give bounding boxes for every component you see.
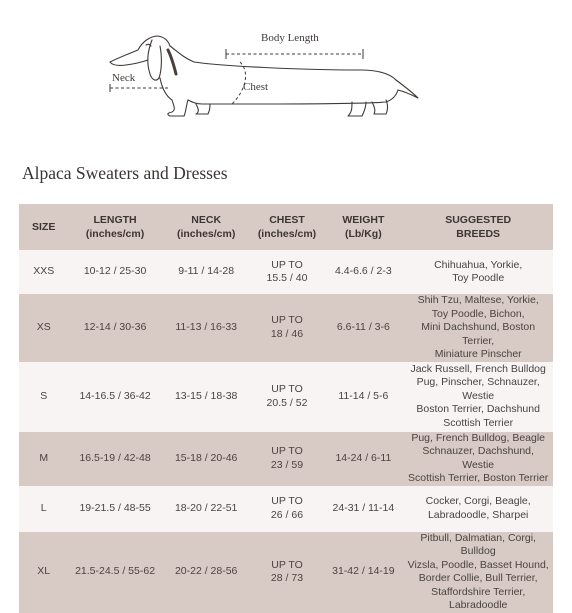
- header-size: SIZE: [19, 204, 68, 250]
- cell-size: XL: [19, 532, 68, 613]
- table-header-row: [19, 204, 553, 250]
- cell-size: XS: [19, 294, 68, 362]
- cell-breeds: Pitbull, Dalmatian, Corgi, Bulldog Vizsla, Poodle, Basset Hound, Border Collie, Bull Terrier, Staffordshire Terrier, Labradoodle: [403, 532, 553, 613]
- cell-length: 14-16.5 / 36-42: [68, 362, 161, 432]
- neck-label: Neck: [112, 72, 136, 84]
- table-row: [19, 486, 553, 532]
- cell-weight: 4.4-6.6 / 2-3: [323, 250, 403, 294]
- chest-label: Chest: [243, 81, 269, 93]
- cell-chest: UP TO 28 / 73: [251, 532, 324, 613]
- header-weight: WEIGHT (Lb/Kg): [323, 204, 403, 250]
- cell-neck: 11-13 / 16-33: [162, 294, 251, 362]
- cell-chest: UP TO 15.5 / 40: [251, 250, 324, 294]
- cell-neck: 20-22 / 28-56: [162, 532, 251, 613]
- table-row: [19, 250, 553, 294]
- cell-neck: 9-11 / 14-28: [162, 250, 251, 294]
- cell-breeds: Chihuahua, Yorkie, Toy Poodle: [403, 250, 553, 294]
- cell-weight: 6.6-11 / 3-6: [323, 294, 403, 362]
- cell-neck: 15-18 / 20-46: [162, 432, 251, 486]
- header-neck: NECK (inches/cm): [162, 204, 251, 250]
- table-row: [19, 294, 553, 362]
- cell-length: 21.5-24.5 / 55-62: [68, 532, 161, 613]
- cell-neck: 18-20 / 22-51: [162, 486, 251, 532]
- header-breeds: SUGGESTED BREEDS: [403, 204, 553, 250]
- cell-weight: 11-14 / 5-6: [323, 362, 403, 432]
- cell-weight: 31-42 / 14-19: [323, 532, 403, 613]
- cell-breeds: Cocker, Corgi, Beagle, Labradoodle, Sharpei: [403, 486, 553, 532]
- cell-breeds: Pug, French Bulldog, Beagle Schnauzer, Dachshund, Westie Scottish Terrier, Boston Terrier: [403, 432, 553, 486]
- header-length: LENGTH (inches/cm): [68, 204, 161, 250]
- cell-weight: 14-24 / 6-11: [323, 432, 403, 486]
- table-row: [19, 432, 553, 486]
- cell-chest: UP TO 26 / 66: [251, 486, 324, 532]
- table-row: [19, 532, 553, 613]
- size-chart-table: [19, 204, 553, 613]
- cell-length: 12-14 / 30-36: [68, 294, 161, 362]
- section-title: Alpaca Sweaters and Dresses: [22, 163, 228, 183]
- table-row: [19, 362, 553, 432]
- cell-length: 16.5-19 / 42-48: [68, 432, 161, 486]
- cell-chest: UP TO 18 / 46: [251, 294, 324, 362]
- cell-length: 19-21.5 / 48-55: [68, 486, 161, 532]
- cell-length: 10-12 / 25-30: [68, 250, 161, 294]
- cell-size: XXS: [19, 250, 68, 294]
- cell-size: S: [19, 362, 68, 432]
- cell-chest: UP TO 20.5 / 52: [251, 362, 324, 432]
- cell-chest: UP TO 23 / 59: [251, 432, 324, 486]
- body-length-label: Body Length: [261, 32, 319, 44]
- cell-neck: 13-15 / 18-38: [162, 362, 251, 432]
- cell-size: L: [19, 486, 68, 532]
- cell-size: M: [19, 432, 68, 486]
- measurement-diagram: [0, 0, 572, 140]
- header-chest: CHEST (inches/cm): [251, 204, 324, 250]
- cell-breeds: Jack Russell, French Bulldog Pug, Pinscher, Schnauzer, Westie Boston Terrier, Dachshund Scottish Terrier: [403, 362, 553, 432]
- cell-weight: 24-31 / 11-14: [323, 486, 403, 532]
- dachshund-illustration: [0, 0, 572, 140]
- cell-breeds: Shih Tzu, Maltese, Yorkie, Toy Poodle, Bichon, Mini Dachshund, Boston Terrier, Miniature Pinscher: [403, 294, 553, 362]
